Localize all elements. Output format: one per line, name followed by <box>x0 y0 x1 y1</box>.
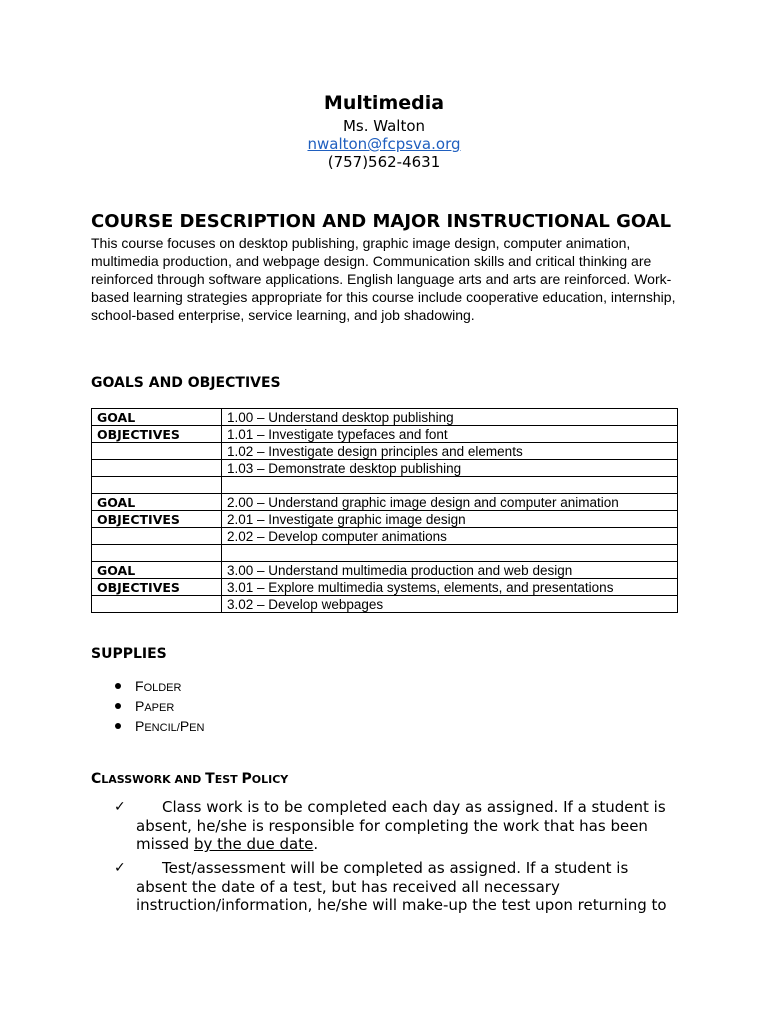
row-text: 3.02 – Develop webpages <box>222 596 678 613</box>
policy-item-text: Test/assessment will be completed as assigned. If a student is absent the date of a test, but has received all necessary instruction/information, he/she will make-up the test upon returning to <box>136 859 667 914</box>
supply-item-label <box>135 718 204 735</box>
small-caps-text: ENCIL/ <box>144 722 180 734</box>
row-label <box>92 596 222 613</box>
row-label: OBJECTIVES <box>92 426 222 443</box>
row-text: 3.01 – Explore multimedia systems, elements, and presentations <box>222 579 678 596</box>
policy-text-part: Class work is to be completed each day as assigned. If a student is absent, he/she is responsible for completing the work that has been missed <box>136 798 666 853</box>
table-row <box>92 579 678 596</box>
policy-item <box>114 859 674 915</box>
list-item <box>112 716 204 736</box>
row-label: OBJECTIVES <box>92 579 222 596</box>
row-text: 1.01 – Investigate typefaces and font <box>222 426 678 443</box>
goals-heading: GOALS AND OBJECTIVES <box>91 375 281 391</box>
capital-letter: P <box>135 698 145 714</box>
small-caps-text: APER <box>144 702 175 714</box>
row-text <box>222 477 678 494</box>
course-description-text: This course focuses on desktop publishing, graphic image design, computer animation, multimedia production, and webpage design. Communication skills and critical thinking are reinforced through software applications. English language arts and arts are reinforced. Work-based learning strategies appropriate for this course include cooperative education, internship, school-based enterprise, service learning, and job shadowing. <box>91 235 676 323</box>
row-text: 2.00 – Understand graphic image design and computer animation <box>222 494 678 511</box>
small-caps-text: EST <box>214 773 242 786</box>
supplies-list <box>112 676 204 736</box>
bullet-icon <box>115 723 121 729</box>
row-label <box>92 477 222 494</box>
teacher-name: Ms. Walton <box>342 117 426 135</box>
table-row <box>92 596 678 613</box>
row-text: 1.00 – Understand desktop publishing <box>222 409 678 426</box>
row-text: 2.01 – Investigate graphic image design <box>222 511 678 528</box>
row-text: 1.02 – Investigate design principles and elements <box>222 443 678 460</box>
table-row <box>92 562 678 579</box>
small-caps-text: LASSWORK AND <box>101 773 206 786</box>
table-row <box>92 460 678 477</box>
policy-item <box>114 798 674 854</box>
table-row <box>92 409 678 426</box>
row-label <box>92 528 222 545</box>
row-label: GOAL <box>92 409 222 426</box>
checkmark-icon: ✓ <box>114 860 126 876</box>
small-caps-text: EN <box>189 722 205 734</box>
row-label: GOAL <box>92 562 222 579</box>
bullet-icon <box>115 703 121 709</box>
capital-letter: F <box>135 678 144 694</box>
policy-item-text <box>136 798 674 854</box>
row-text <box>222 545 678 562</box>
row-label <box>92 443 222 460</box>
capital-letter: P <box>179 718 190 734</box>
bullet-icon <box>115 683 121 689</box>
row-label: GOAL <box>92 494 222 511</box>
table-row <box>92 511 678 528</box>
capital-letter: C <box>91 771 102 787</box>
list-item <box>112 676 204 696</box>
table-row <box>92 443 678 460</box>
table-row <box>92 494 678 511</box>
row-label <box>92 460 222 477</box>
row-label: OBJECTIVES <box>92 511 222 528</box>
table-row <box>92 477 678 494</box>
goals-table <box>91 408 678 613</box>
row-text: 2.02 – Develop computer animations <box>222 528 678 545</box>
table-row <box>92 426 678 443</box>
supply-item-label <box>135 698 174 715</box>
due-date-underlined: by the due date <box>193 835 314 853</box>
course-description-heading: COURSE DESCRIPTION AND MAJOR INSTRUCTIONAL GOAL <box>91 211 672 232</box>
supply-item-label <box>135 678 181 695</box>
teacher-phone: (757)562-4631 <box>327 153 441 171</box>
capital-letter: P <box>135 718 145 734</box>
supplies-heading: SUPPLIES <box>91 646 167 662</box>
list-item <box>112 696 204 716</box>
row-text: 1.03 – Demonstrate desktop publishing <box>222 460 678 477</box>
table-row <box>92 545 678 562</box>
row-label <box>92 545 222 562</box>
capital-letter: P <box>241 771 252 787</box>
course-title: Multimedia <box>323 92 445 114</box>
table-row <box>92 528 678 545</box>
checkmark-icon: ✓ <box>114 799 126 815</box>
policy-heading <box>91 768 288 787</box>
row-text: 3.00 – Understand multimedia production and web design <box>222 562 678 579</box>
teacher-email-link[interactable]: nwalton@fcpsva.org <box>307 135 461 153</box>
small-caps-text: OLDER <box>143 682 182 694</box>
small-caps-text: OLICY <box>251 773 289 786</box>
policy-text-part: . <box>313 835 319 853</box>
capital-letter: T <box>205 771 215 787</box>
